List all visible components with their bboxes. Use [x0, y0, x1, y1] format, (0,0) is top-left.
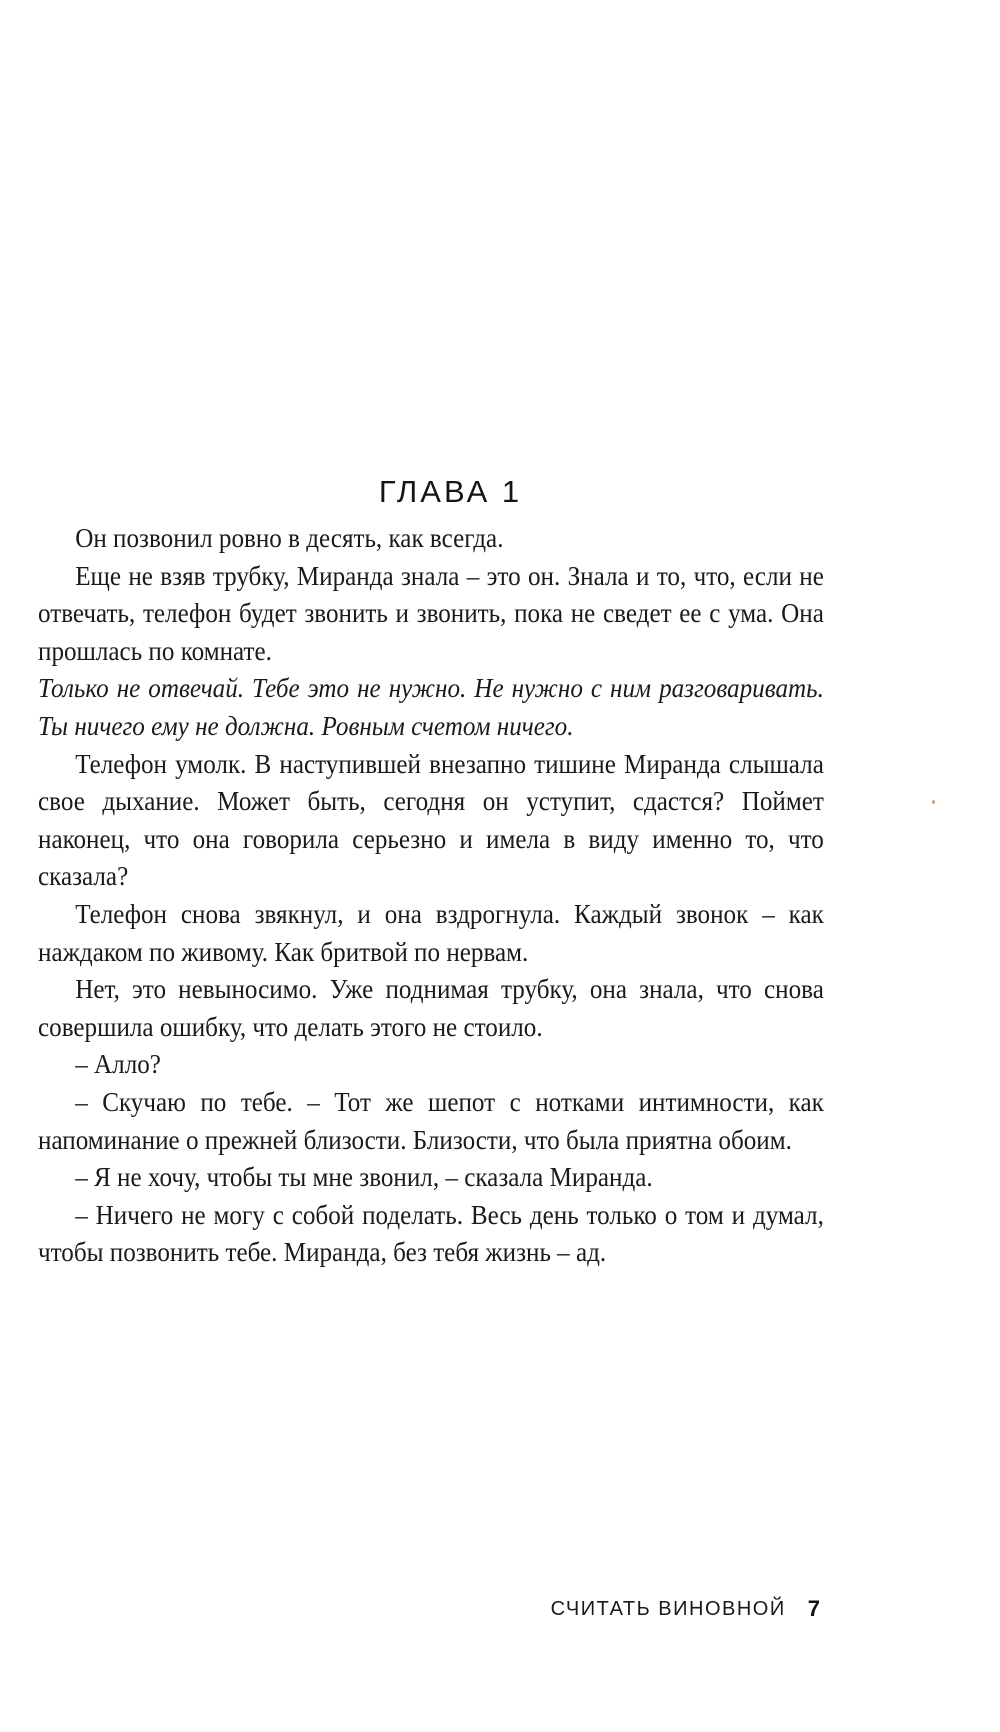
dialogue-line: – Скучаю по тебе. – Тот же шепот с нотками интимности, как напоминание о прежней близости. Близости, что была приятна обоим. [38, 1086, 824, 1155]
paper-speck [932, 800, 935, 804]
dialogue-line: – Я не хочу, чтобы ты мне звонил, – сказала Миранда. [75, 1162, 653, 1193]
book-page [38, 470, 823, 1272]
paragraph: Телефон снова звякнул, и она вздрогнула. Каждый звонок – как наждаком по живому. Как бритвой по нервам. [38, 898, 824, 967]
italic-inner-thought: Только не отвечай. Тебе это не нужно. Не нужно с ним разговаривать. Ты ничего ему не должна. Ровным счетом ничего. [38, 673, 824, 741]
paragraph: Он позвонил ровно в десять, как всегда. [75, 523, 504, 553]
chapter-body [38, 520, 823, 1272]
page-footer [470, 1592, 820, 1626]
page-number: 7 [807, 1596, 820, 1621]
chapter-title: ГЛАВА 1 [378, 474, 523, 509]
dialogue-line: – Алло? [75, 1049, 161, 1080]
running-title: СЧИТАТЬ ВИНОВНОЙ [550, 1597, 786, 1620]
dialogue-line: – Ничего не могу с собой поделать. Весь день только о том и думал, чтобы позвонить тебе. Миранда, без тебя жизнь – ад. [38, 1199, 824, 1268]
paragraph: Нет, это невыносимо. Уже поднимая трубку, она знала, что снова совершила ошибку, что делать этого не стоило. [38, 974, 824, 1042]
paragraph: Еще не взяв трубку, Миранда знала – это он. Знала и то, что, если не отвечать, телефон будет звонить и звонить, пока не сведет ее с ума. Она прошлась по комнате. [38, 560, 824, 666]
paragraph: Телефон умолк. В наступившей внезапно тишине Миранда слышала свое дыхание. Может быть, сегодня он уступит, сдастся? Поймет наконец, что она говорила серьезно и имела в виду именно то, что сказала? [38, 748, 824, 892]
